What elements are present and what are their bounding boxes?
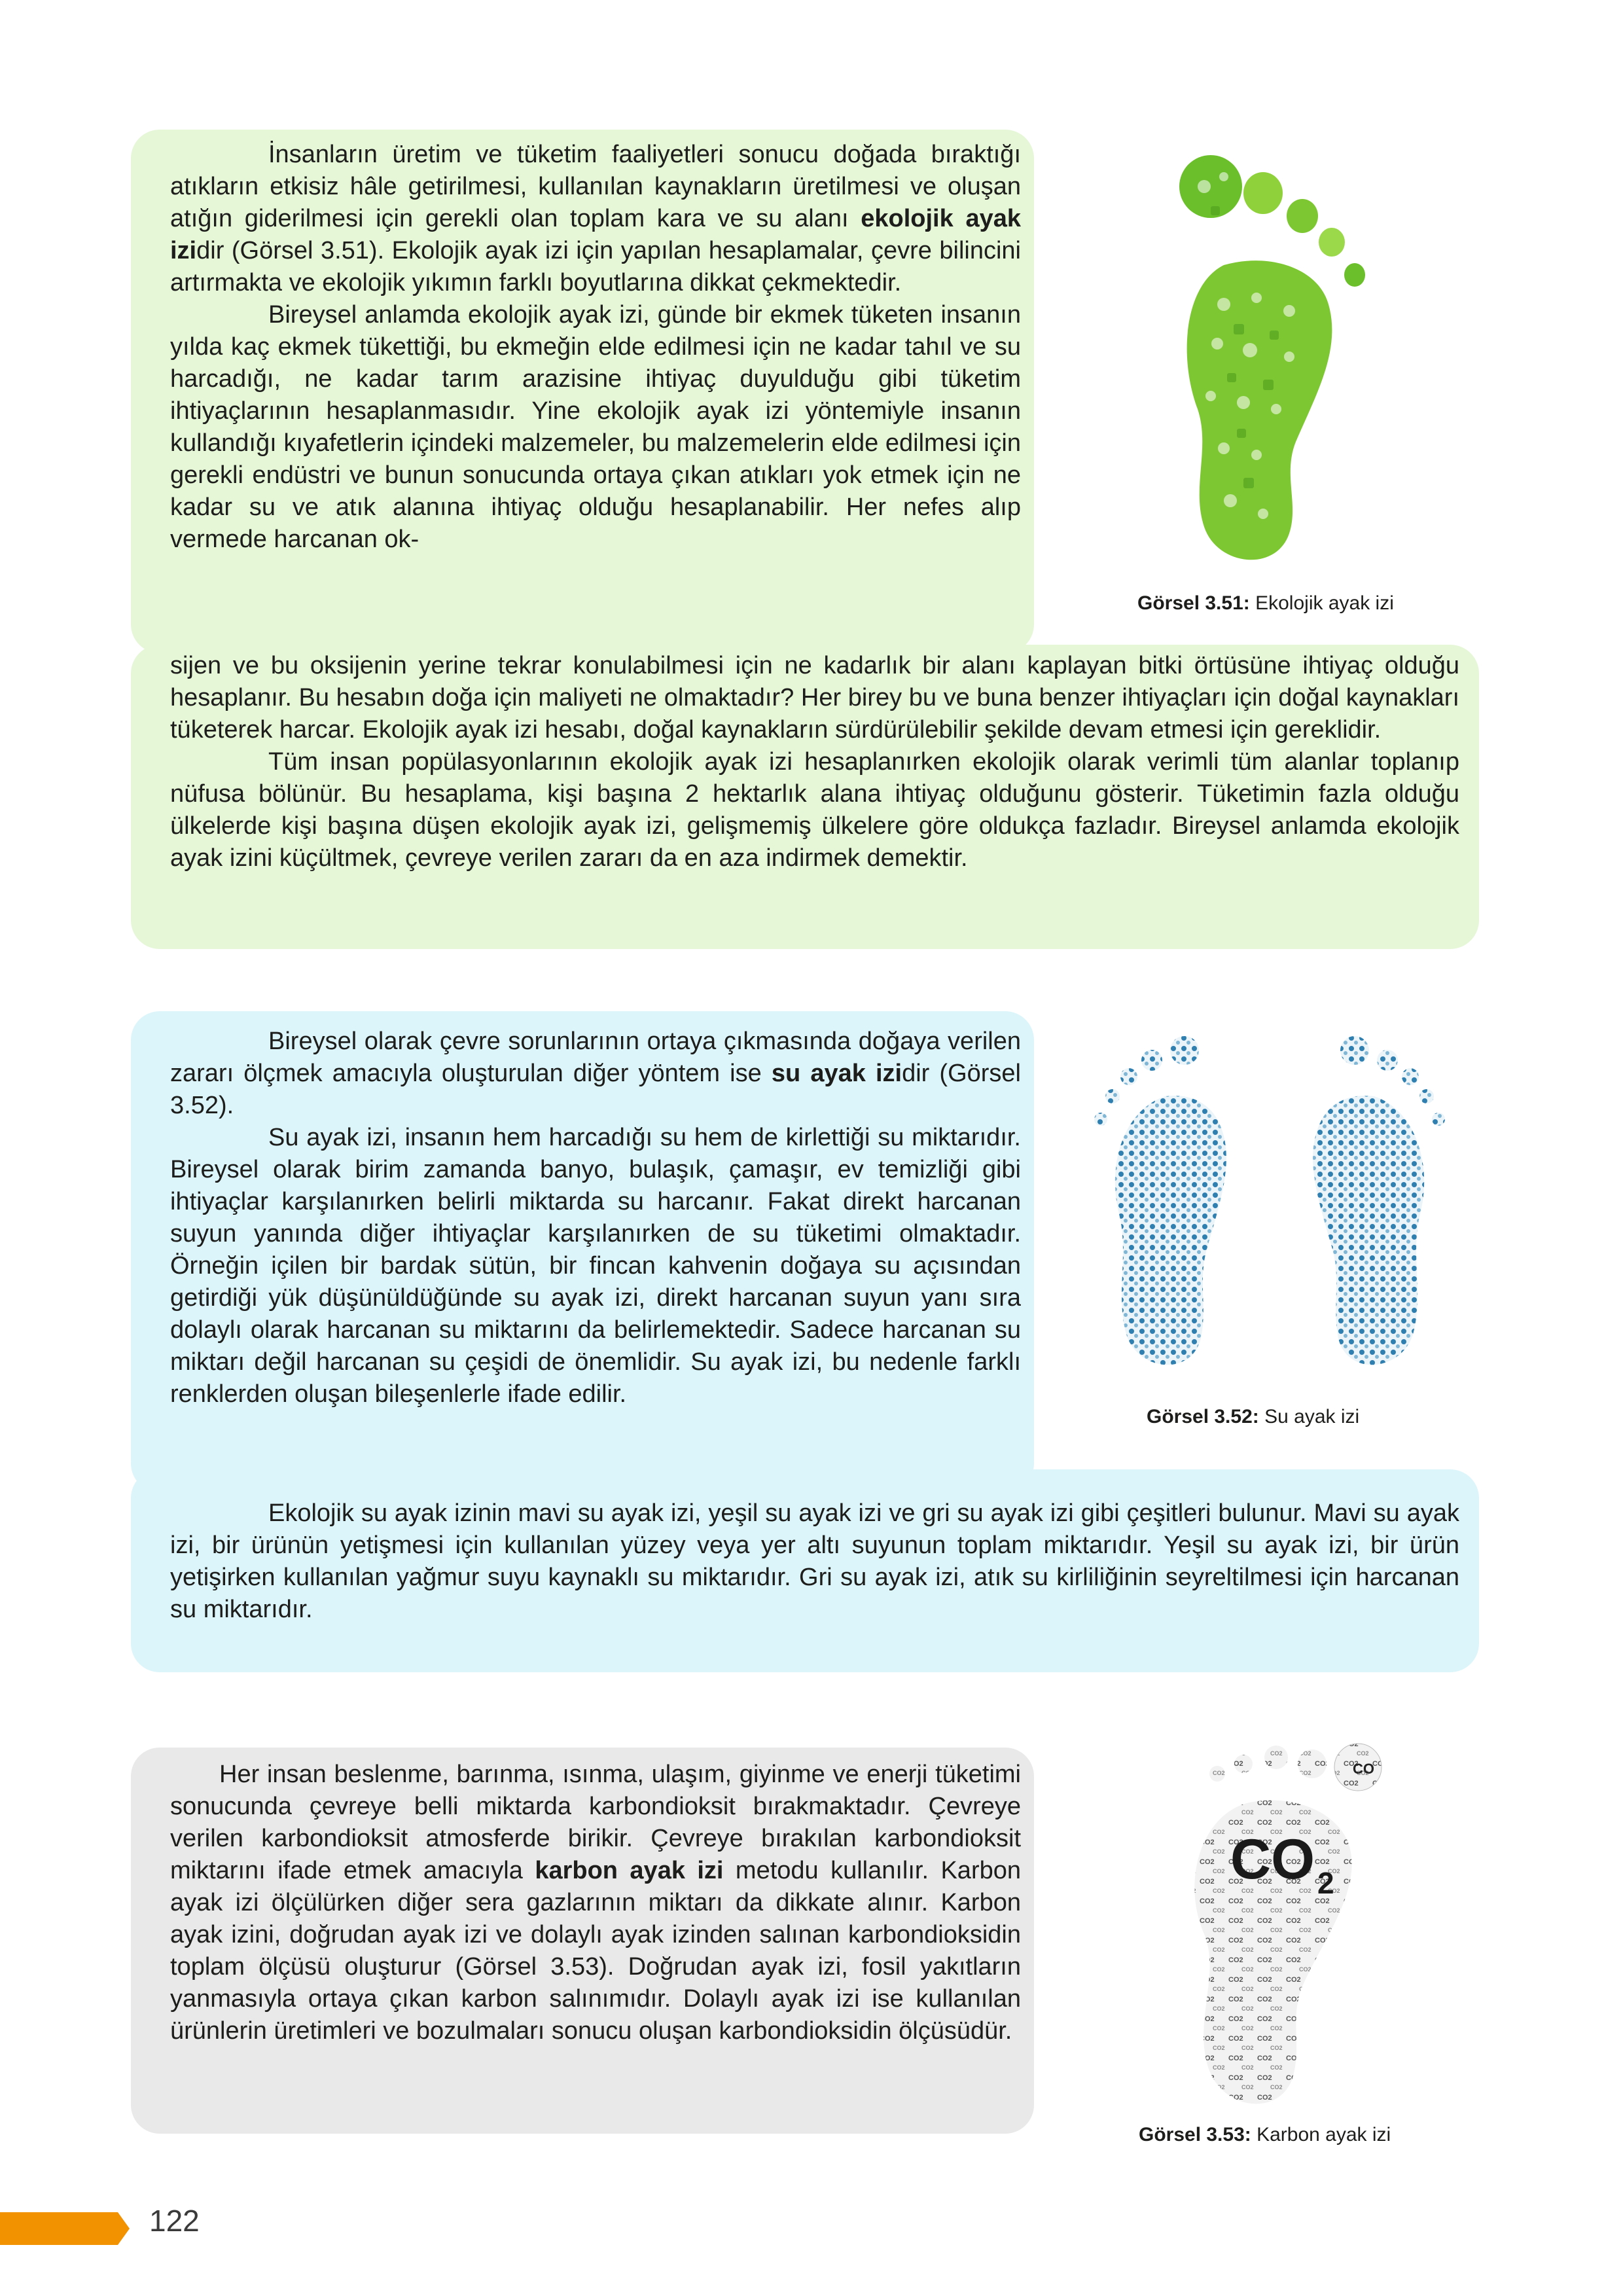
figure-caption-3-51: Görsel 3.51: Ekolojik ayak izi — [1137, 592, 1394, 614]
carbon-footprint-figure — [1168, 1738, 1404, 2130]
figure-caption-3-53: Görsel 3.53: Karbon ayak izi — [1139, 2124, 1391, 2145]
paragraph: Tüm insan popülasyonlarının ekolojik ayak izi hesaplanırken ekolojik olarak verimli tüm alanlar toplanıp nüfusa bölünür. Bu hesaplama, kişi başına 2 hektarlık alana ihtiyaç olduğunu gösterir. Tüketimin fazla olduğu ülkelerde kişi başına düşen ekolojik ayak izi, gelişmemiş ülkelere göre oldukça fazladır. Bireysel anlamda ekolojik ayak izini küçültmek, çevreye verilen zararı da en aza indirmek demektir. — [170, 748, 1459, 872]
ecological-footprint-text-bottom — [170, 650, 1459, 874]
ecological-footprint-figure — [1165, 147, 1400, 579]
paragraph: Her insan beslenme, barınma, ısınma, ulaşım, giyinme ve enerji tüketimi sonucunda çevreye belli miktarda karbondioksit bırakmaktadır. Çevreye verilen karbondioksit atmosferde birikir. Çevreye bırakılan karbondioksit miktarını ifade etmek amacıyla karbon ayak izi metodu kullanılır. Karbon ayak izi ölçülürken diğer sera gazlarının miktarı da dikkate alınır. Karbon ayak izini, doğrudan ayak izi ve dolaylı ayak izinden salınan karbondioksidin toplam ölçüsü oluşturur (Görsel 3.53). Doğrudan ayak izi, fosil yakıtların yanmasıyla ortaya çıkan karbon salınımıdır. Dolaylı ayak izi ise kullanılan ürünlerin üretimleri ve bozulmaları sonucu oluşan karbondioksidin ölçüsüdür. — [170, 1761, 1021, 2045]
paragraph-continued: sijen ve bu oksijenin yerine tekrar konulabilmesi için ne kadarlık bir alanı kaplayan bitki örtüsüne ihtiyaç olduğu hesaplanır. Bu hesabın doğa için maliyeti ne olmaktadır? Her birey bu ve buna benzer ihtiyaçları için doğal kaynakları tüketerek harcar. Ekolojik ayak izi hesabı, doğal kaynakların sürdürülebilir şekilde devam etmesi için gereklidir. — [170, 652, 1459, 744]
water-footprint-figure — [1086, 1024, 1453, 1391]
page-number: 122 — [149, 2204, 200, 2238]
paragraph: Bireysel anlamda ekolojik ayak izi, günde bir ekmek tüketen insanın yılda kaç ekmek tükettiği, bu ekmeğin elde edilmesi için ne kadar tahıl ve su harcadığı, ne kadar tarım arazisine ihtiyaç duyulduğu gibi tüketim ihtiyaçlarının hesaplanmasıdır. Yine ekolojik ayak izi yöntemiyle insanın kullandığı kıyafetlerin içindeki malzemeler, bu malzemelerin elde edilmesi için gerekli endüstri ve bunun sonucunda ortaya çıkan atıkları yok etmek için ne kadar su ve atık alanına ihtiyaç olduğu hesaplanabilir. Her nefes alıp vermede harcanan ok- — [170, 301, 1021, 553]
figure-caption-3-52: Görsel 3.52: Su ayak izi — [1147, 1406, 1360, 1427]
ecological-footprint-text-top — [170, 139, 1021, 556]
svg-text:2: 2 — [1317, 1866, 1334, 1900]
paragraph: Su ayak izi, insanın hem harcadığı su hem de kirlettiği su miktarıdır. Bireysel olarak birim zamanda banyo, bulaşık, çamaşır, ev temizliği gibi ihtiyaçlar karşılanırken belirli miktarda su harcanır. Fakat direkt harcanan suyun yanında diğer ihtiyaçlar karşılanırken de su tüketimi olmaktadır. Örneğin içilen bir bardak sütün, bir fincan kahvenin doğaya su açısından getirdiği yük düşünüldüğünde su ayak izi, direkt harcanan suyun yanı sıra dolaylı olarak harcanan su miktarını da belirlemektedir. Sadece harcanan su miktarı değil harcanan su çeşidi de önemlidir. Su ayak izi, bu nedenle farklı renklerden oluşan bileşenlerle ifade edilir. — [170, 1124, 1021, 1408]
water-footprint-text-top — [170, 1026, 1021, 1410]
water-footprint-text-bottom — [170, 1498, 1459, 1626]
water-drop-footprint-right-icon — [1313, 1036, 1445, 1365]
leaf-footprint-icon — [1179, 155, 1365, 560]
svg-text:CO: CO — [1353, 1761, 1374, 1777]
co2-footprint-icon — [1194, 1744, 1382, 2104]
paragraph: Ekolojik su ayak izinin mavi su ayak izi, yeşil su ayak izi ve gri su ayak izi gibi çeşitleri bulunur. Mavi su ayak izi, bir ürünün yetişmesi için kullanılan yüzey veya yer altı suyunun toplam miktarıdır. Yeşil su ayak izi, bir ürün yetişirken kullanılan yağmur suyu kaynaklı su miktarıdır. Gri su ayak izi, atık su kirliliğinin seyreltilmesi için harcanan su miktarıdır. — [170, 1499, 1459, 1623]
paragraph: Bireysel olarak çevre sorunlarının ortaya çıkmasında doğaya verilen zararı ölçmek amacıyla oluşturulan diğer yöntem ise su ayak izidir (Görsel 3.52). — [170, 1028, 1021, 1119]
paragraph: İnsanların üretim ve tüketim faaliyetleri sonucu doğada bıraktığı atıkların etkisiz hâle getirilmesi, kullanılan kaynakların üretilmesi ve oluşan atığın giderilmesi için gerekli olan toplam kara ve su alanı ekolojik ayak izidir (Görsel 3.51). Ekolojik ayak izi için yapılan hesaplamalar, çevre bilincini artırmakta ve ekolojik yıkımın farklı boyutlarına dikkat çekmektedir. — [170, 141, 1021, 296]
svg-text:CO: CO — [1230, 1828, 1315, 1891]
water-drop-footprint-left-icon — [1094, 1036, 1226, 1365]
carbon-footprint-text — [170, 1759, 1021, 2047]
page-number-tab — [0, 2193, 131, 2265]
